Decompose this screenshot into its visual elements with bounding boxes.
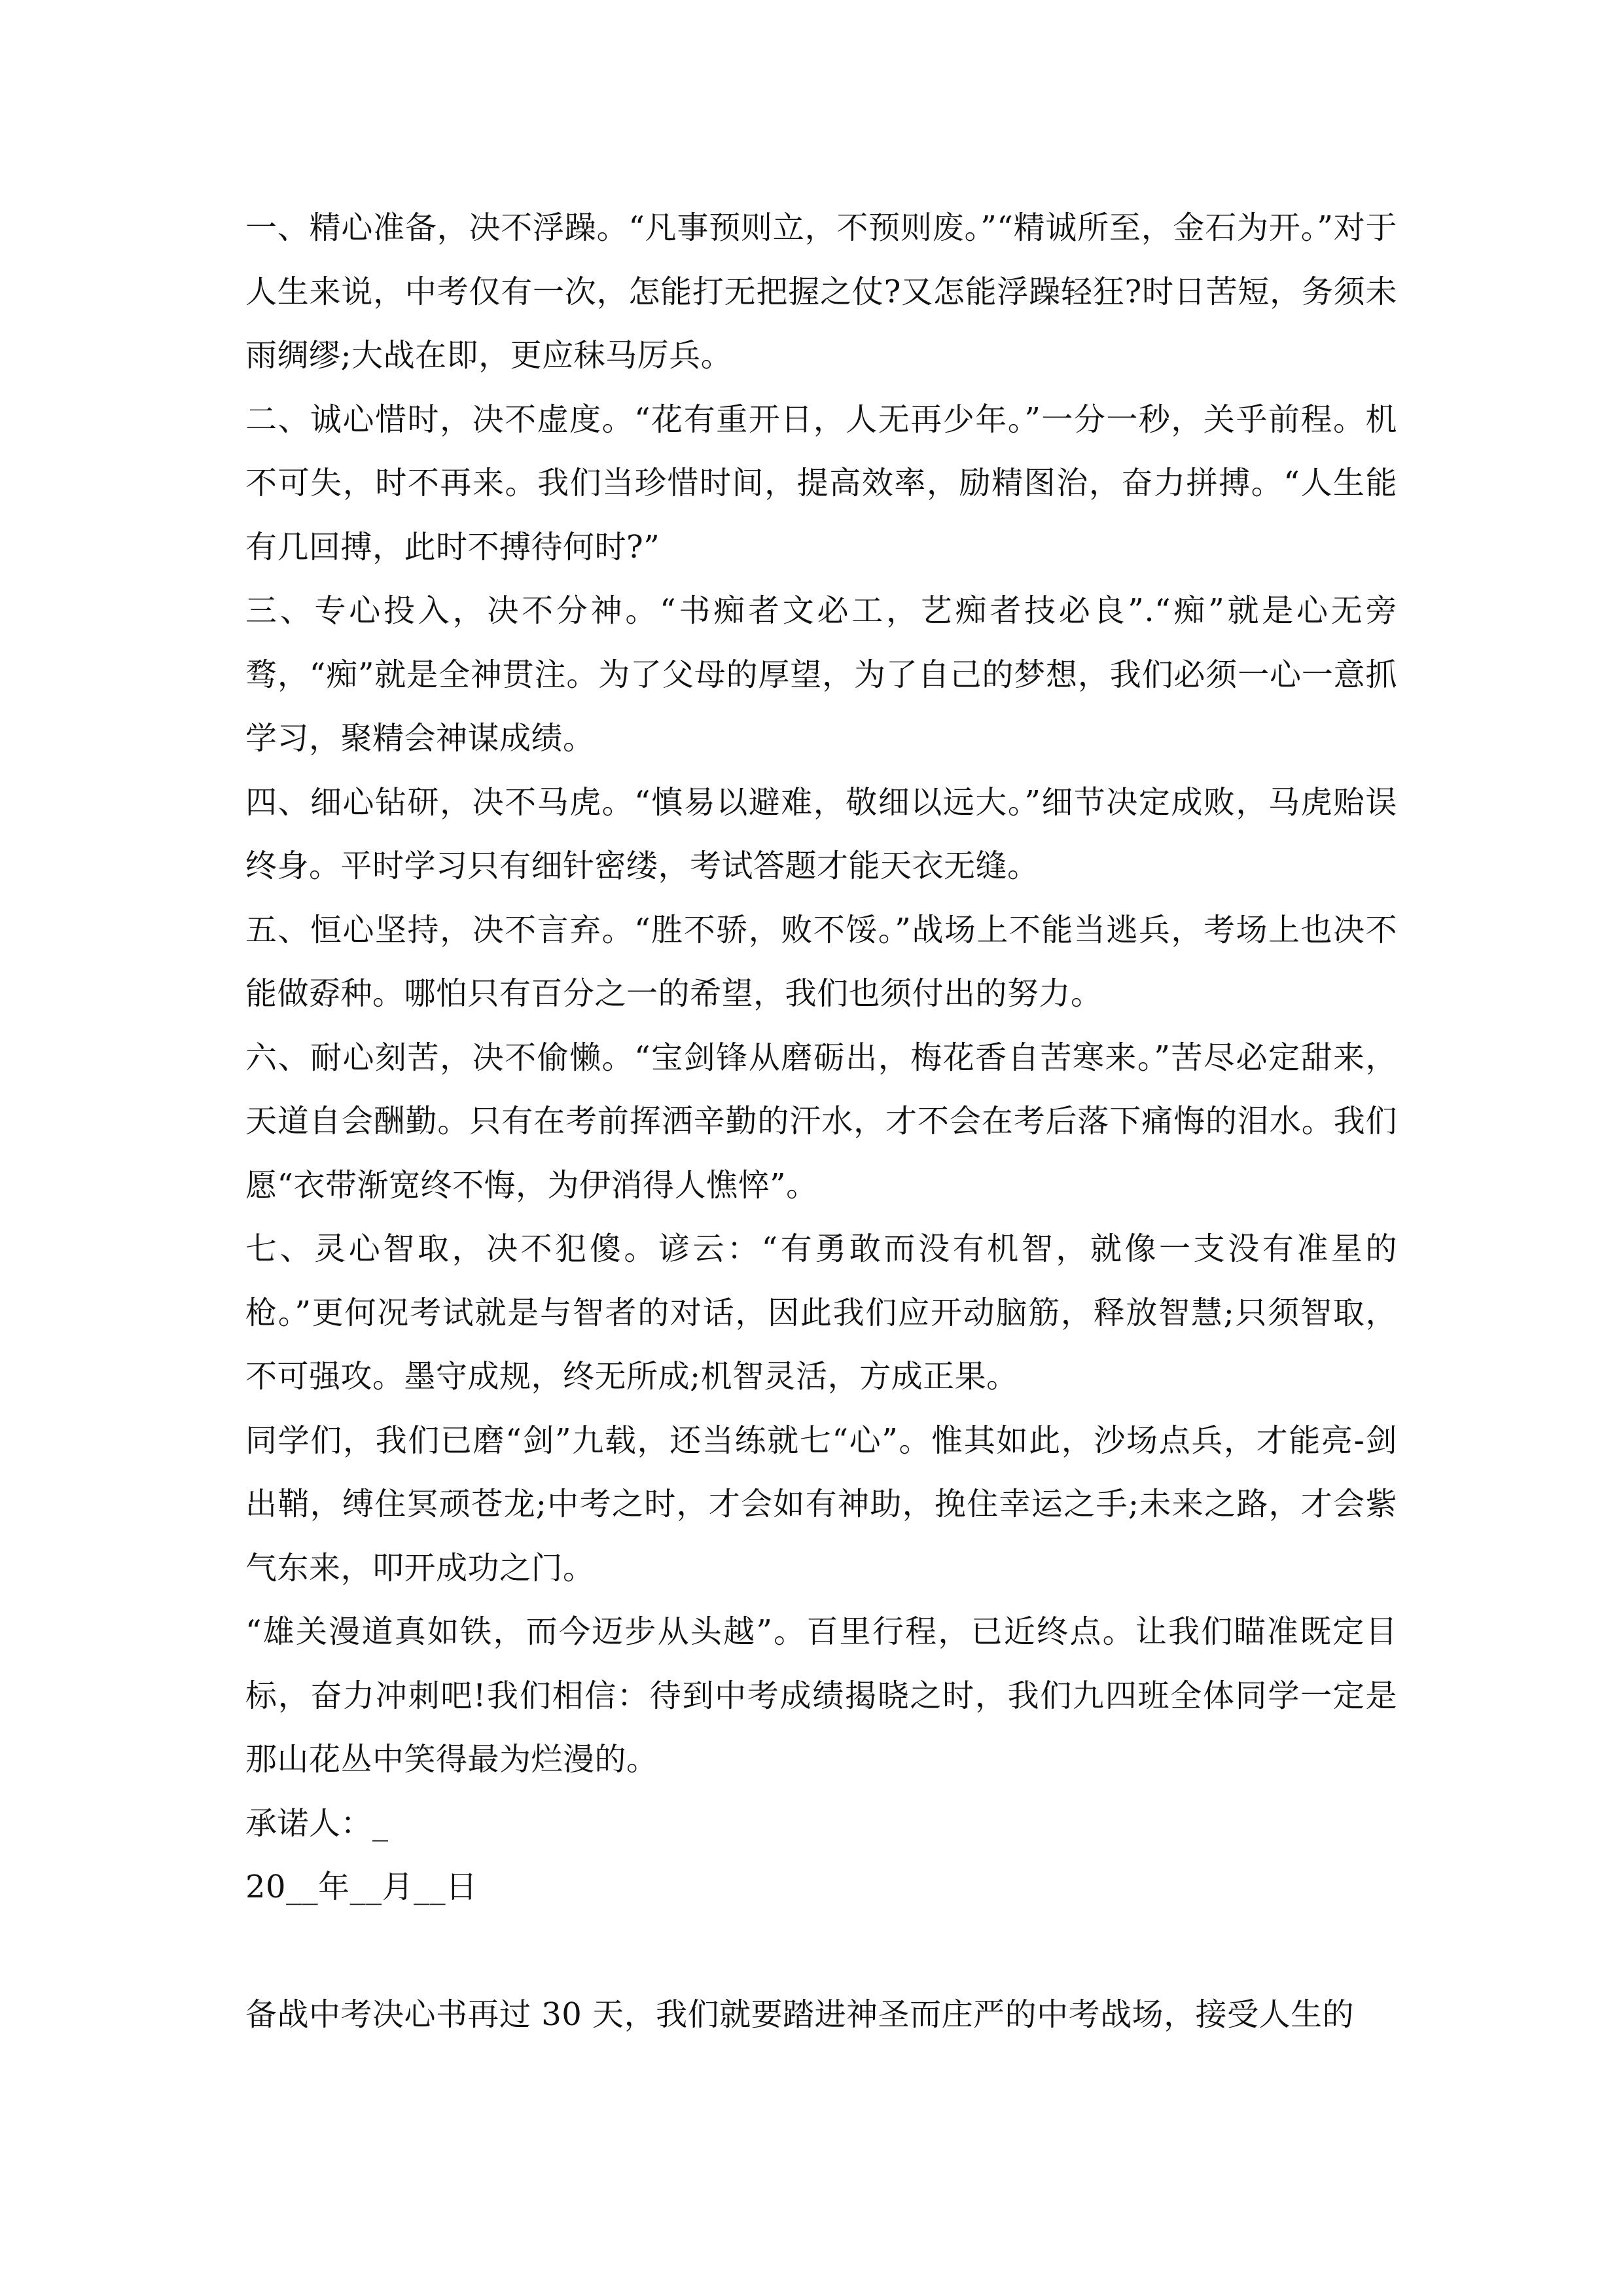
section-gap: [245, 1920, 1397, 1984]
document-body: [245, 196, 1397, 2047]
paragraph-6: 六、耐心刻苦，决不偷懒。“宝剑锋从磨砺出，梅花香自苦寒来。”苦尽必定甜来，天道自会酬勤。只有在考前挥洒辛勤的汗水，才不会在考后落下痛悔的泪水。我们愿“衣带渐宽终不悔，为伊消得人憔悴”。: [245, 1039, 1397, 1204]
paragraph-4: 四、细心钻研，决不马虎。“慎易以避难，敬细以远大。”细节决定成败，马虎贻误终身。平时学习只有细针密缕，考试答题才能天衣无缝。: [245, 783, 1397, 884]
date-line: 20__年__月__日: [245, 1869, 478, 1905]
signature-line: 承诺人：_: [245, 1804, 389, 1842]
paragraph-9: “雄关漫道真如铁，而今迈步从头越”。百里行程，已近终点。让我们瞄准既定目标，奋力冲刺吧!我们相信：待到中考成绩揭晓之时，我们九四班全体同学一定是那山花丛中笑得最为烂漫的。: [245, 1613, 1397, 1778]
paragraph-5: 五、恒心坚持，决不言弃。“胜不骄，败不馁。”战场上不能当逃兵，考场上也决不能做孬种。哪怕只有百分之一的希望，我们也须付出的努力。: [245, 911, 1397, 1012]
paragraph-1: 一、精心准备，决不浮躁。“凡事预则立，不预则废。”“精诚所至，金石为开。”对于人生来说，中考仅有一次，怎能打无把握之仗?又怎能浮躁轻狂?时日苦短，务须未雨绸缪;大战在即，更应秣马厉兵。: [245, 209, 1397, 374]
paragraph-8: 同学们，我们已磨“剑”九载，还当练就七“心”。惟其如此，沙场点兵，才能亮-剑出鞘，缚住冥顽苍龙;中考之时，才会如有神助，挽住幸运之手;未来之路，才会紫气东来，叩开成功之门。: [245, 1422, 1397, 1587]
paragraph-2: 二、诚心惜时，决不虚度。“花有重开日，人无再少年。”一分一秒，关乎前程。机不可失，时不再来。我们当珍惜时间，提高效率，励精图治，奋力拼搏。“人生能有几回搏，此时不搏待何时?”: [245, 401, 1397, 565]
paragraph-7: 七、灵心智取，决不犯傻。谚云：“有勇敢而没有机智，就像一支没有准星的枪。”更何况考试就是与智者的对话，因此我们应开动脑筋，释放智慧;只须智取，不可强攻。墨守成规，终无所成;机智灵活，方成正果。: [245, 1230, 1397, 1395]
next-section-paragraph: 备战中考决心书再过 30 天，我们就要踏进神圣而庄严的中考战场，接受人生的: [245, 1996, 1355, 2033]
paragraph-3: 三、专心投入，决不分神。“书痴者文必工，艺痴者技必良”.“痴”就是心无旁骛，“痴”就是全神贯注。为了父母的厚望，为了自己的梦想，我们必须一心一意抓学习，聚精会神谋成绩。: [245, 592, 1397, 757]
